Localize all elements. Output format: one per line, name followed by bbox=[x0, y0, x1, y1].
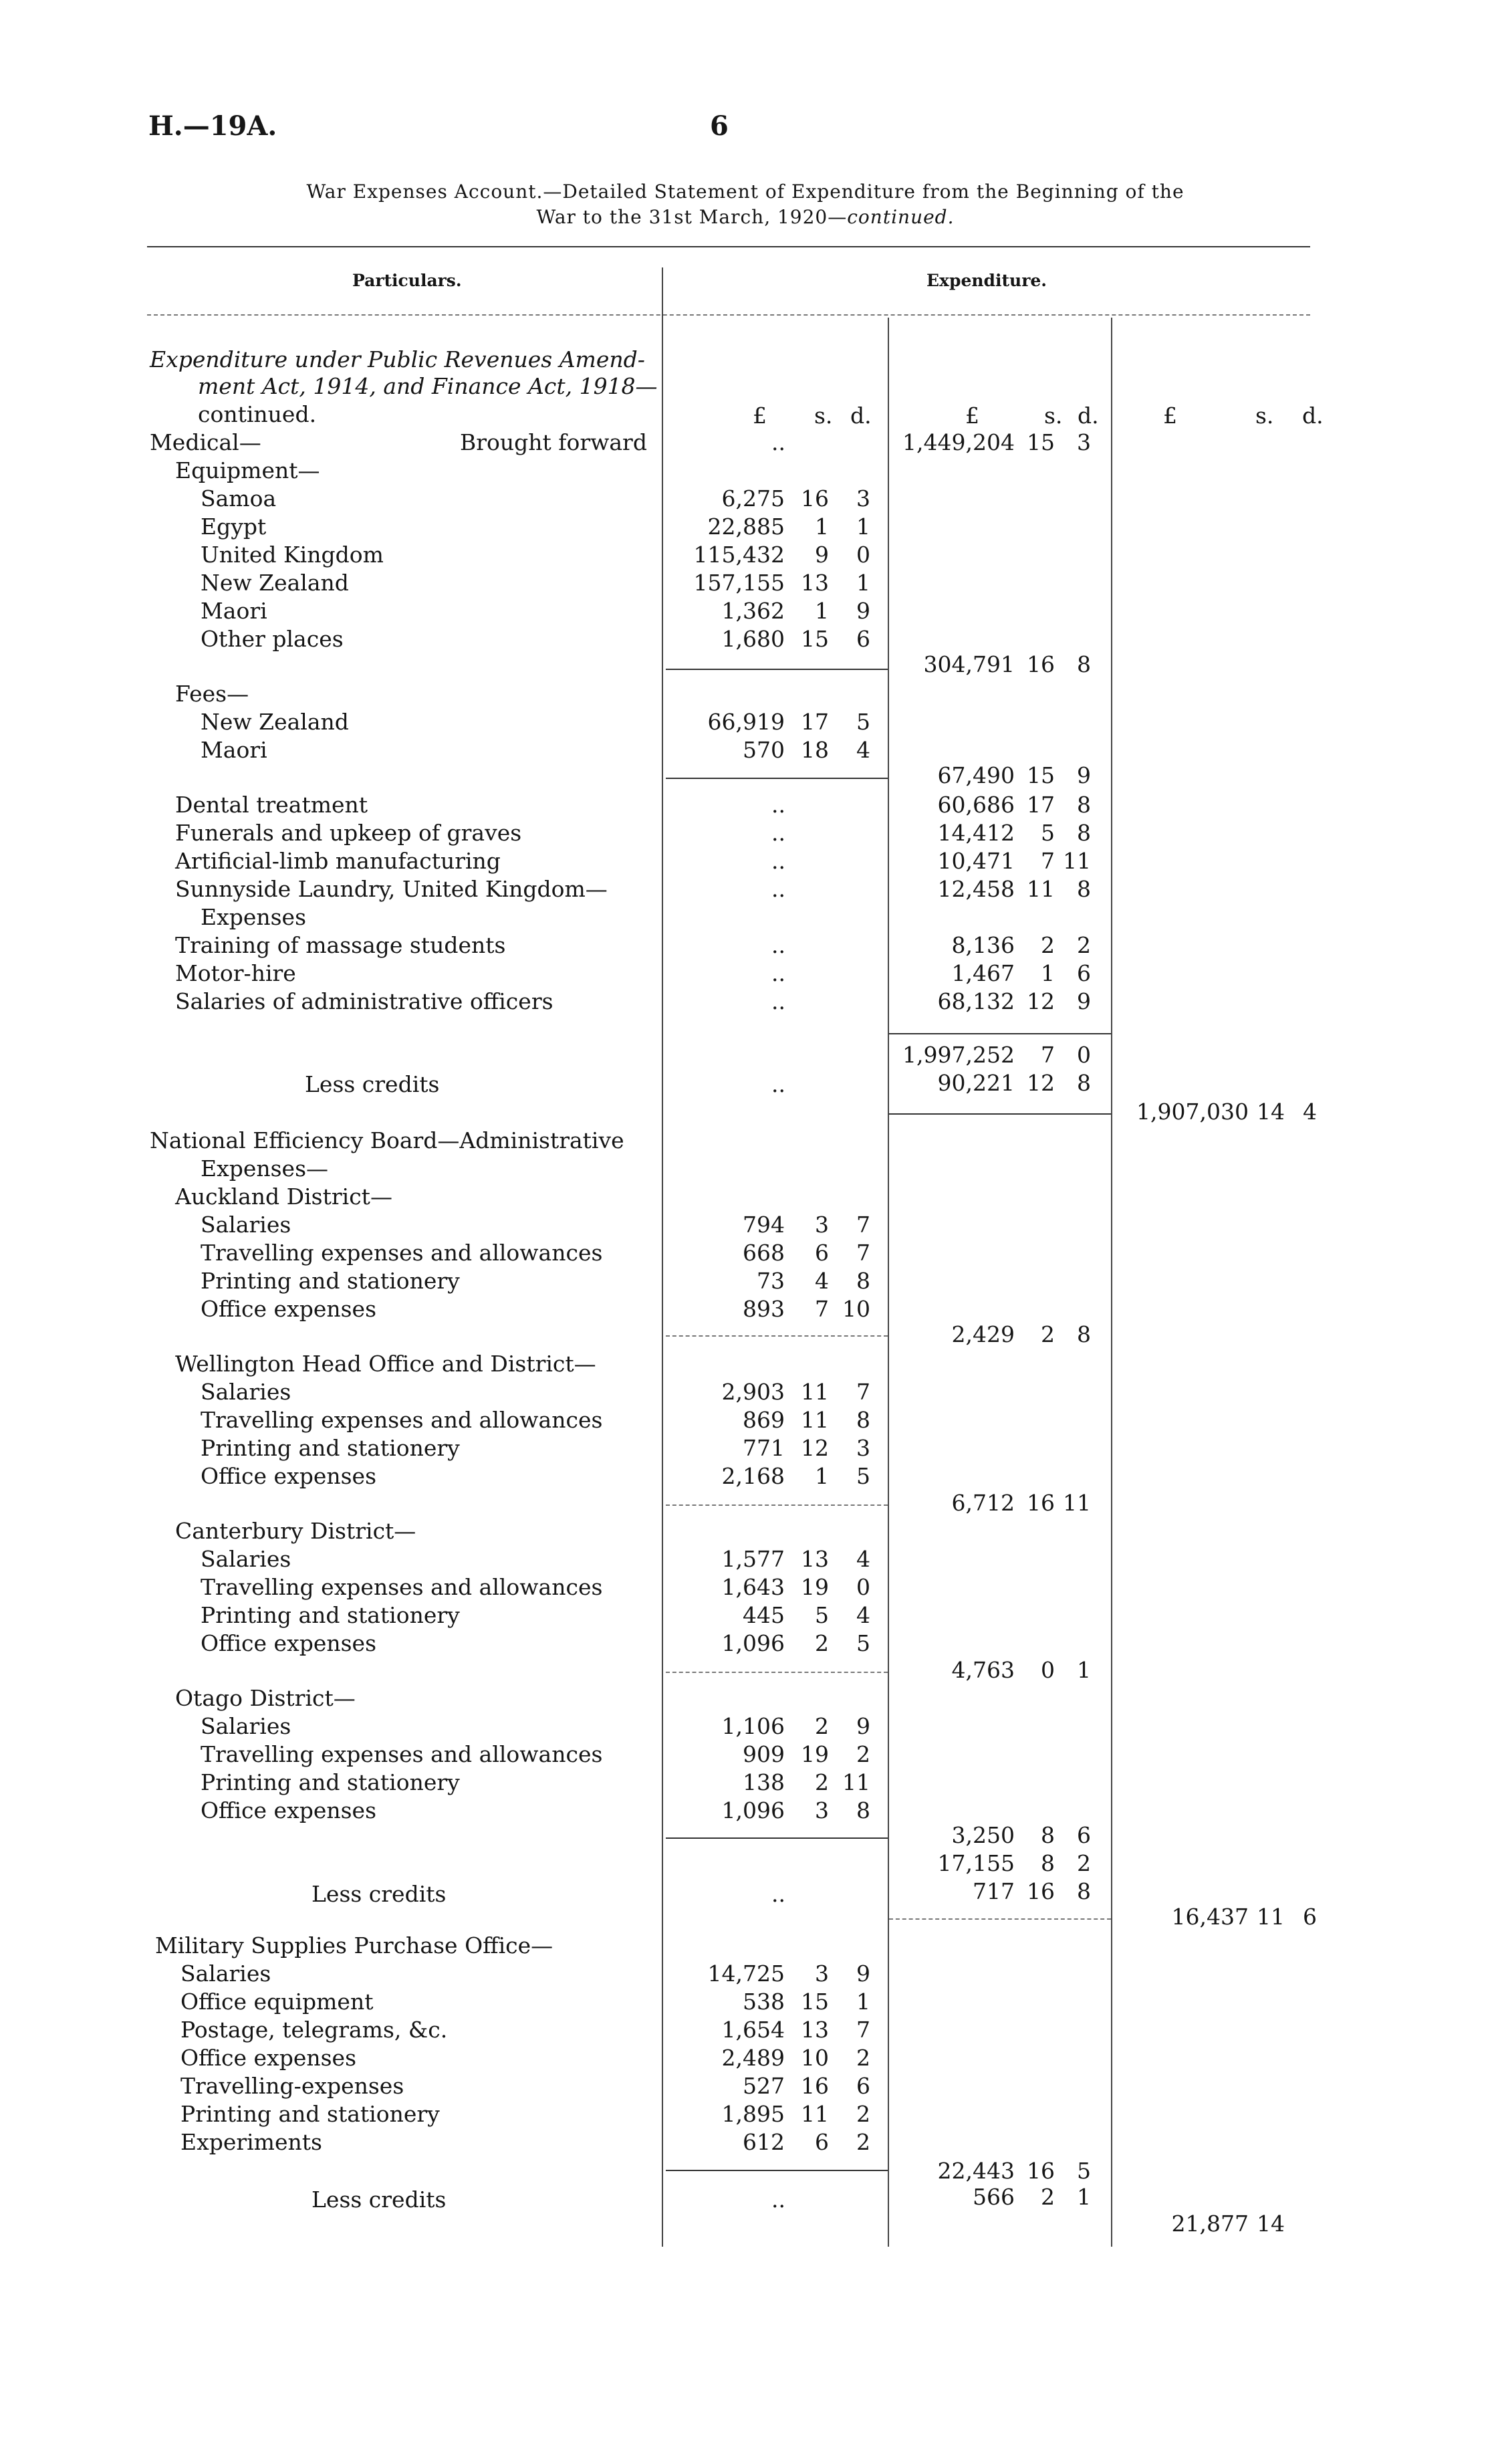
row-shillings: 3 bbox=[815, 1961, 829, 1987]
row-pounds: 1,895 bbox=[721, 2101, 785, 2127]
row-shillings: 13 bbox=[801, 2017, 829, 2043]
row-pounds: 893 bbox=[743, 1296, 785, 1322]
row-pence: 4 bbox=[856, 737, 870, 763]
row-col1-dots: .. bbox=[771, 820, 785, 846]
row-label: Salaries bbox=[201, 1379, 291, 1405]
row-pence: 7 bbox=[856, 1212, 870, 1238]
row-pence: 4 bbox=[856, 1602, 870, 1628]
column-divider-col1 bbox=[888, 318, 889, 2247]
neb-net-pounds: 16,437 bbox=[1171, 1904, 1249, 1930]
less-credits-pence: 1 bbox=[1077, 2184, 1091, 2210]
row-pounds: 2,903 bbox=[721, 1379, 785, 1405]
row-label: Training of massage students bbox=[175, 932, 506, 958]
equipment-total-pounds: 304,791 bbox=[923, 651, 1015, 677]
row-pence: 2 bbox=[856, 2129, 870, 2155]
brought-forward-col1: .. bbox=[771, 429, 785, 455]
subsection-equipment: Equipment— bbox=[175, 457, 320, 483]
row-shillings: 3 bbox=[815, 1797, 829, 1823]
rule-subtotal bbox=[666, 1335, 888, 1337]
row-pence: 9 bbox=[1077, 988, 1091, 1014]
less-credits-shillings: 12 bbox=[1027, 1070, 1055, 1096]
row-pounds: 1,643 bbox=[721, 1574, 785, 1600]
row-pounds: 668 bbox=[743, 1240, 785, 1266]
row-pounds: 68,132 bbox=[937, 988, 1015, 1014]
column-heading-expenditure: Expenditure. bbox=[926, 271, 1047, 290]
district-total-pounds: 2,429 bbox=[951, 1321, 1015, 1347]
neb-grand-pence: 2 bbox=[1077, 1850, 1091, 1876]
row-label: Travelling expenses and allowances bbox=[201, 1240, 603, 1266]
row-label: United Kingdom bbox=[201, 542, 384, 568]
neb-grand-pounds: 17,155 bbox=[937, 1850, 1015, 1876]
row-shillings: 12 bbox=[801, 1435, 829, 1461]
rule-subtotal bbox=[666, 1672, 888, 1673]
district-label: Auckland District— bbox=[175, 1184, 392, 1210]
row-shillings: 2 bbox=[815, 1769, 829, 1795]
row-pence: 11 bbox=[1063, 848, 1091, 874]
row-label: Office expenses bbox=[201, 1630, 377, 1656]
row-pence: 4 bbox=[856, 1546, 870, 1572]
row-pounds: 771 bbox=[743, 1435, 785, 1461]
mspo-net-pounds: 21,877 bbox=[1171, 2211, 1249, 2237]
fees-total-shillings: 15 bbox=[1027, 762, 1055, 788]
section-neb: National Efficiency Board—Administrative bbox=[150, 1127, 624, 1153]
fees-total-pence: 9 bbox=[1077, 762, 1091, 788]
row-label: Travelling expenses and allowances bbox=[201, 1574, 603, 1600]
row-pounds: 794 bbox=[743, 1212, 785, 1238]
row-shillings: 1 bbox=[815, 514, 829, 540]
row-pence: 1 bbox=[856, 1989, 870, 2015]
brought-forward-label: Brought forward bbox=[460, 429, 647, 455]
rule-subtotal bbox=[666, 2170, 888, 2171]
district-total-pounds: 3,250 bbox=[951, 1822, 1015, 1848]
rule-subtotal bbox=[889, 1918, 1111, 1920]
row-label: Printing and stationery bbox=[180, 2101, 440, 2127]
row-pounds: 1,467 bbox=[951, 960, 1015, 986]
row-shillings: 17 bbox=[1027, 792, 1055, 818]
row-pence: 1 bbox=[856, 570, 870, 596]
row-pence: 6 bbox=[856, 626, 870, 652]
less-credits-pounds: 566 bbox=[973, 2184, 1015, 2210]
row-shillings: 19 bbox=[801, 1574, 829, 1600]
row-col1-dots: .. bbox=[771, 876, 785, 902]
row-label: Salaries bbox=[201, 1713, 291, 1739]
row-label: Maori bbox=[201, 737, 267, 763]
row-pounds: 138 bbox=[743, 1769, 785, 1795]
row-pounds: 66,919 bbox=[707, 709, 785, 735]
row-label: Travelling expenses and allowances bbox=[201, 1407, 603, 1433]
row-pence: 9 bbox=[856, 598, 870, 624]
less-credits-pounds: 717 bbox=[973, 1878, 1015, 1904]
row-pounds: 14,725 bbox=[707, 1961, 785, 1987]
mspo-total-pounds: 22,443 bbox=[937, 2158, 1015, 2184]
row-label: Sunnyside Laundry, United Kingdom— bbox=[175, 876, 608, 902]
less-credits-col1: .. bbox=[771, 2187, 785, 2213]
row-shillings: 9 bbox=[815, 542, 829, 568]
row-shillings: 1 bbox=[815, 598, 829, 624]
row-pence: 7 bbox=[856, 1240, 870, 1266]
row-pounds: 1,654 bbox=[721, 2017, 785, 2043]
row-pence: 3 bbox=[856, 1435, 870, 1461]
row-pence: 7 bbox=[856, 1379, 870, 1405]
row-shillings: 13 bbox=[801, 570, 829, 596]
row-shillings: 10 bbox=[801, 2045, 829, 2071]
neb-net-pence: 6 bbox=[1303, 1904, 1317, 1930]
row-pounds: 8,136 bbox=[951, 932, 1015, 958]
row-pence: 8 bbox=[1077, 820, 1091, 846]
row-col1-dots: .. bbox=[771, 960, 785, 986]
row-shillings: 16 bbox=[801, 2073, 829, 2099]
brought-forward-pounds: 1,449,204 bbox=[902, 429, 1015, 455]
medical-subtotal-pounds: 1,997,252 bbox=[902, 1042, 1015, 1068]
neb-grand-shillings: 8 bbox=[1041, 1850, 1055, 1876]
row-pounds: 527 bbox=[743, 2073, 785, 2099]
rule-heading-bottom bbox=[147, 314, 1310, 316]
less-credits-label: Less credits bbox=[312, 2187, 447, 2213]
row-label: Postage, telegrams, &c. bbox=[180, 2017, 448, 2043]
row-pence: 8 bbox=[1077, 876, 1091, 902]
less-credits-pence: 8 bbox=[1077, 1070, 1091, 1096]
district-label: Otago District— bbox=[175, 1685, 356, 1711]
currency-pence-col1: d. bbox=[850, 403, 872, 429]
medical-subtotal-pence: 0 bbox=[1077, 1042, 1091, 1068]
district-total-pence: 1 bbox=[1077, 1657, 1091, 1683]
row-pounds: 157,155 bbox=[693, 570, 785, 596]
row-pounds: 1,106 bbox=[721, 1713, 785, 1739]
row-label: Office expenses bbox=[201, 1296, 377, 1322]
row-pounds: 2,489 bbox=[721, 2045, 785, 2071]
currency-pound-col1: £ bbox=[753, 403, 767, 429]
row-pounds: 1,096 bbox=[721, 1797, 785, 1823]
district-total-pounds: 4,763 bbox=[951, 1657, 1015, 1683]
row-pounds: 10,471 bbox=[937, 848, 1015, 874]
row-label: New Zealand bbox=[201, 709, 349, 735]
equipment-total-shillings: 16 bbox=[1027, 651, 1055, 677]
rule-subtotal bbox=[666, 669, 888, 670]
district-total-pence: 8 bbox=[1077, 1321, 1091, 1347]
row-label: Salaries bbox=[180, 1961, 271, 1987]
row-pence: 5 bbox=[856, 709, 870, 735]
row-label: Motor-hire bbox=[175, 960, 296, 986]
row-col1-dots: .. bbox=[771, 988, 785, 1014]
less-credits-col1: .. bbox=[771, 1881, 785, 1907]
mspo-total-pence: 5 bbox=[1077, 2158, 1091, 2184]
row-pence: 6 bbox=[856, 2073, 870, 2099]
document-reference: H.—19A. bbox=[148, 110, 277, 142]
row-pounds: 1,680 bbox=[721, 626, 785, 652]
column-divider-col2 bbox=[1111, 318, 1112, 2247]
title-continued: continued. bbox=[847, 206, 955, 228]
column-heading-particulars: Particulars. bbox=[352, 271, 462, 290]
row-label: Dental treatment bbox=[175, 792, 368, 818]
row-shillings: 1 bbox=[815, 1463, 829, 1489]
row-col1-dots: .. bbox=[771, 792, 785, 818]
row-label: Salaries of administrative officers bbox=[175, 988, 553, 1014]
row-shillings: 11 bbox=[1027, 876, 1055, 902]
less-credits-shillings: 2 bbox=[1041, 2184, 1055, 2210]
row-pounds: 14,412 bbox=[937, 820, 1015, 846]
row-shillings: 6 bbox=[815, 1240, 829, 1266]
row-pounds: 1,362 bbox=[721, 598, 785, 624]
row-shillings: 1 bbox=[1041, 960, 1055, 986]
section-mspo: Military Supplies Purchase Office— bbox=[155, 1932, 553, 1958]
fees-total-pounds: 67,490 bbox=[937, 762, 1015, 788]
district-total-pence: 11 bbox=[1063, 1490, 1091, 1516]
row-shillings: 16 bbox=[801, 485, 829, 512]
row-shillings: 11 bbox=[801, 1379, 829, 1405]
row-pounds: 60,686 bbox=[937, 792, 1015, 818]
row-pence: 2 bbox=[856, 2045, 870, 2071]
title-line2-main: War to the 31st March, 1920— bbox=[536, 206, 848, 228]
district-total-pounds: 6,712 bbox=[951, 1490, 1015, 1516]
row-pounds: 869 bbox=[743, 1407, 785, 1433]
row-pence: 6 bbox=[1077, 960, 1091, 986]
page-number: 6 bbox=[710, 110, 729, 142]
row-shillings: 2 bbox=[815, 1630, 829, 1656]
less-credits-shillings: 16 bbox=[1027, 1878, 1055, 1904]
row-label: Egypt bbox=[201, 514, 267, 540]
row-pence: 7 bbox=[856, 2017, 870, 2043]
mspo-total-shillings: 16 bbox=[1027, 2158, 1055, 2184]
less-credits-pence: 8 bbox=[1077, 1878, 1091, 1904]
brought-forward-shillings: 15 bbox=[1027, 429, 1055, 455]
row-shillings: 6 bbox=[815, 2129, 829, 2155]
row-pounds: 612 bbox=[743, 2129, 785, 2155]
rule-subtotal bbox=[889, 1113, 1111, 1115]
row-pence: 5 bbox=[856, 1463, 870, 1489]
row-shillings: 3 bbox=[815, 1212, 829, 1238]
row-shillings: 7 bbox=[815, 1296, 829, 1322]
row-shillings: 13 bbox=[801, 1546, 829, 1572]
brought-forward-pence: 3 bbox=[1077, 429, 1091, 455]
medical-subtotal-shillings: 7 bbox=[1041, 1042, 1055, 1068]
row-label: Printing and stationery bbox=[201, 1435, 460, 1461]
row-pence: 10 bbox=[842, 1296, 870, 1322]
district-label: Wellington Head Office and District— bbox=[175, 1351, 596, 1377]
subsection-fees: Fees— bbox=[175, 681, 249, 707]
row-shillings: 4 bbox=[815, 1268, 829, 1294]
district-total-shillings: 2 bbox=[1041, 1321, 1055, 1347]
neb-net-shillings: 11 bbox=[1257, 1904, 1285, 1930]
row-shillings: 17 bbox=[801, 709, 829, 735]
row-shillings: 7 bbox=[1041, 848, 1055, 874]
less-credits-label: Less credits bbox=[312, 1881, 447, 1907]
row-shillings: 18 bbox=[801, 737, 829, 763]
medical-net-pounds: 1,907,030 bbox=[1136, 1099, 1249, 1125]
row-shillings: 12 bbox=[1027, 988, 1055, 1014]
row-shillings: 5 bbox=[1041, 820, 1055, 846]
mspo-net-shillings: 14 bbox=[1257, 2211, 1285, 2237]
row-pence: 11 bbox=[842, 1769, 870, 1795]
row-pence: 8 bbox=[856, 1407, 870, 1433]
row-pounds: 115,432 bbox=[693, 542, 785, 568]
district-total-shillings: 0 bbox=[1041, 1657, 1055, 1683]
column-divider-particulars bbox=[662, 267, 663, 2247]
district-total-shillings: 16 bbox=[1027, 1490, 1055, 1516]
row-pence: 0 bbox=[856, 1574, 870, 1600]
row-shillings: 15 bbox=[801, 1989, 829, 2015]
row-col1-dots: .. bbox=[771, 848, 785, 874]
district-label: Canterbury District— bbox=[175, 1518, 416, 1544]
row-shillings: 19 bbox=[801, 1741, 829, 1767]
currency-pence-col2: d. bbox=[1078, 403, 1099, 429]
rule-subtotal bbox=[666, 1504, 888, 1506]
row-shillings: 15 bbox=[801, 626, 829, 652]
currency-pound-col3: £ bbox=[1163, 403, 1177, 429]
district-total-shillings: 8 bbox=[1041, 1822, 1055, 1848]
row-pence: 9 bbox=[856, 1713, 870, 1739]
row-label: Printing and stationery bbox=[201, 1769, 460, 1795]
row-label: Maori bbox=[201, 598, 267, 624]
row-label: Funerals and upkeep of graves bbox=[175, 820, 522, 846]
row-pounds: 22,885 bbox=[707, 514, 785, 540]
row-pence: 2 bbox=[856, 1741, 870, 1767]
row-label: Travelling-expenses bbox=[180, 2073, 404, 2099]
row-pounds: 570 bbox=[743, 737, 785, 763]
currency-shilling-col3: s. bbox=[1255, 403, 1274, 429]
intro-line3: continued. bbox=[198, 401, 317, 427]
row-pence: 3 bbox=[856, 485, 870, 512]
currency-shilling-col2: s. bbox=[1044, 403, 1063, 429]
equipment-total-pence: 8 bbox=[1077, 651, 1091, 677]
less-credits-pounds: 90,221 bbox=[937, 1070, 1015, 1096]
row-shillings: 11 bbox=[801, 1407, 829, 1433]
statement-title-line1: War Expenses Account.—Detailed Statement of Expenditure from the Beginning of the bbox=[306, 181, 1185, 203]
row-pence: 8 bbox=[1077, 792, 1091, 818]
row-pence: 2 bbox=[1077, 932, 1091, 958]
less-credits-col1: .. bbox=[771, 1071, 785, 1097]
row-pence: 8 bbox=[856, 1268, 870, 1294]
section-neb-continued: Expenses— bbox=[201, 1155, 329, 1182]
intro-line2: ment Act, 1914, and Finance Act, 1918— bbox=[198, 373, 658, 399]
section-medical: Medical— bbox=[150, 429, 261, 455]
row-pounds: 1,577 bbox=[721, 1546, 785, 1572]
rule-subtotal bbox=[666, 1837, 888, 1839]
intro-line1: Expenditure under Public Revenues Amend- bbox=[150, 346, 645, 372]
row-label: Office expenses bbox=[180, 2045, 357, 2071]
row-label: Travelling expenses and allowances bbox=[201, 1741, 603, 1767]
rule-subtotal bbox=[666, 778, 888, 779]
row-pence: 1 bbox=[856, 514, 870, 540]
row-pounds: 73 bbox=[757, 1268, 785, 1294]
row-label: Office expenses bbox=[201, 1463, 377, 1489]
row-pounds: 538 bbox=[743, 1989, 785, 2015]
row-shillings: 2 bbox=[815, 1713, 829, 1739]
row-label: Experiments bbox=[180, 2129, 322, 2155]
row-label: Printing and stationery bbox=[201, 1268, 460, 1294]
rule-subtotal bbox=[889, 1033, 1111, 1034]
row-pounds: 909 bbox=[743, 1741, 785, 1767]
statement-title-line2 bbox=[100, 206, 1390, 228]
currency-pence-col3: d. bbox=[1302, 403, 1324, 429]
row-col1-dots: .. bbox=[771, 932, 785, 958]
currency-shilling-col1: s. bbox=[814, 403, 833, 429]
row-shillings: 2 bbox=[1041, 932, 1055, 958]
district-total-pence: 6 bbox=[1077, 1822, 1091, 1848]
row-pence: 9 bbox=[856, 1961, 870, 1987]
row-label: Other places bbox=[201, 626, 344, 652]
row-label-continued: Expenses bbox=[201, 904, 307, 930]
row-label: New Zealand bbox=[201, 570, 349, 596]
currency-pound-col2: £ bbox=[965, 403, 979, 429]
row-pounds: 445 bbox=[743, 1602, 785, 1628]
row-label: Samoa bbox=[201, 485, 277, 512]
row-label: Salaries bbox=[201, 1212, 291, 1238]
row-label: Salaries bbox=[201, 1546, 291, 1572]
less-credits-label: Less credits bbox=[305, 1071, 440, 1097]
medical-net-pence: 4 bbox=[1303, 1099, 1317, 1125]
row-label: Printing and stationery bbox=[201, 1602, 460, 1628]
row-pence: 5 bbox=[856, 1630, 870, 1656]
row-pounds: 2,168 bbox=[721, 1463, 785, 1489]
row-pence: 0 bbox=[856, 542, 870, 568]
row-pounds: 1,096 bbox=[721, 1630, 785, 1656]
row-pounds: 6,275 bbox=[721, 485, 785, 512]
row-shillings: 5 bbox=[815, 1602, 829, 1628]
row-label: Office expenses bbox=[201, 1797, 377, 1823]
medical-net-shillings: 14 bbox=[1257, 1099, 1285, 1125]
row-label: Office equipment bbox=[180, 1989, 374, 2015]
rule-top bbox=[147, 246, 1310, 247]
row-label: Artificial-limb manufacturing bbox=[175, 848, 501, 874]
row-pence: 8 bbox=[856, 1797, 870, 1823]
row-shillings: 11 bbox=[801, 2101, 829, 2127]
row-pence: 2 bbox=[856, 2101, 870, 2127]
row-pounds: 12,458 bbox=[937, 876, 1015, 902]
